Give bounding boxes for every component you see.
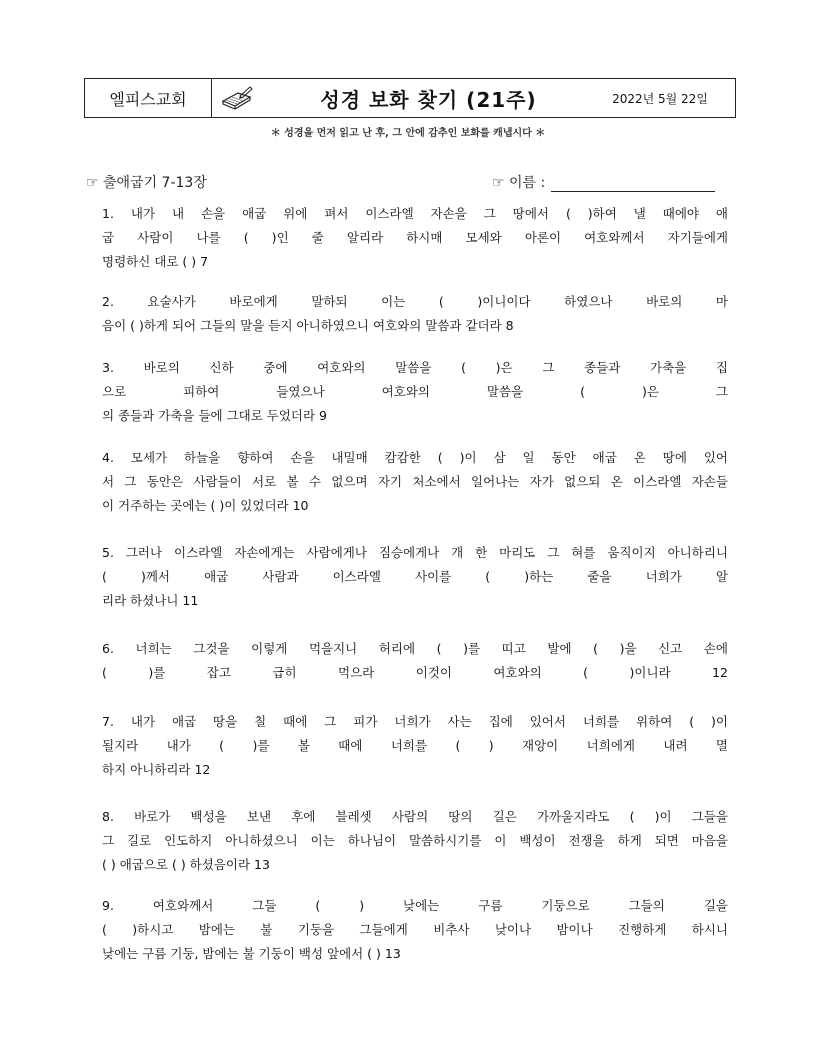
page-title: 성경 보화 찾기 (21주): [320, 87, 537, 112]
church-name: 엘피스교회: [85, 79, 212, 117]
question-line: 될지라 내가 ( )를 볼 때에 너희를 ( ) 재앙이 너희에게 내려 멸: [102, 738, 728, 753]
worksheet-date: 2022년 5월 22일: [612, 91, 708, 106]
question-1: [102, 202, 728, 274]
question-line: 6. 너희는 그것을 이렇게 먹을지니 허리에 ( )를 띠고 발에 ( )을 신고 손에: [102, 641, 728, 656]
name-field[interactable]: [492, 172, 715, 192]
question-line: 리라 하셨나니 11: [102, 593, 199, 608]
question-line: 1. 내가 내 손을 애굽 위에 펴서 이스라엘 자손을 그 땅에서 ( )하여 낼 때에야 애: [102, 206, 728, 221]
question-line: 5. 그러나 이스라엘 자손에게는 사람에게나 짐승에게나 개 한 마리도 그 혀를 움직이지 아니하리니: [102, 545, 728, 560]
question-4: [102, 446, 728, 518]
question-line: ( )를 잡고 급히 먹으라 이것이 여호와의 ( )이니라 12: [102, 665, 728, 680]
question-line: 9. 여호와께서 그들 ( ) 낮에는 구름 기둥으로 그들의 길을: [102, 898, 728, 913]
question-line: 2. 요술사가 바로에게 말하되 이는 ( )이니이다 하였으나 바로의 마: [102, 294, 728, 309]
bible-pen-icon: [212, 79, 262, 117]
question-line: 그 길로 인도하지 아니하셨으니 이는 하나님이 말씀하시기를 이 백성이 전쟁을 하게 되면 마음을: [102, 833, 728, 848]
question-line: 낮에는 구름 기둥, 밤에는 불 기둥이 백성 앞에서 ( ) 13: [102, 946, 401, 961]
question-line: ( )께서 애굽 사람과 이스라엘 사이를 ( )하는 줄을 너희가 알: [102, 569, 728, 584]
question-line: 음이 ( )하게 되어 그들의 말을 듣지 아니하였으니 여호와의 말씀과 같더라 8: [102, 318, 514, 333]
question-8: [102, 805, 728, 877]
question-line: 8. 바로가 백성을 보낸 후에 블레셋 사람의 땅의 길은 가까울지라도 ( )이 그들을: [102, 809, 728, 824]
question-line: 이 거주하는 곳에는 ( )이 있었더라 10: [102, 498, 309, 513]
question-2: [102, 290, 728, 338]
question-line: 3. 바로의 신하 중에 여호와의 말씀을 ( )은 그 종들과 가축을 집: [102, 360, 728, 375]
question-line: 으로 피하여 들였으나 여호와의 말씀을 ( )은 그: [102, 384, 728, 399]
name-label: ☞ 이름 :: [492, 175, 546, 191]
question-line: ( ) 애굽으로 ( ) 하셨음이라 13: [102, 857, 270, 872]
question-9: [102, 894, 728, 966]
name-input-line[interactable]: [551, 175, 715, 192]
question-line: 서 그 동안은 사람들이 서로 볼 수 없으며 자기 처소에서 일어나는 자가 없으되 온 이스라엘 자손들: [102, 474, 728, 489]
question-line: 명령하신 대로 ( ) 7: [102, 254, 209, 269]
question-5: [102, 541, 728, 613]
question-line: 의 종들과 가축을 들에 그대로 두었더라 9: [102, 408, 327, 423]
worksheet-header: [84, 78, 736, 118]
instruction-notice: ＊ 성경을 먼저 읽고 난 후, 그 안에 감추인 보화를 캐냅시다 ＊: [270, 128, 546, 139]
question-6: [102, 637, 728, 685]
question-3: [102, 356, 728, 428]
question-line: 4. 모세가 하늘을 향하여 손을 내밀매 캄캄한 ( )이 삼 일 동안 애굽 온 땅에 있어: [102, 450, 728, 465]
question-line: 7. 내가 애굽 땅을 칠 때에 그 피가 너희가 사는 집에 있어서 너희를 위하여 ( )이: [102, 714, 728, 729]
question-7: [102, 710, 728, 782]
question-line: 굽 사람이 나를 ( )인 줄 알리라 하시매 모세와 아론이 여호와께서 자기들에게: [102, 230, 728, 245]
question-line: 하지 아니하리라 12: [102, 762, 211, 777]
question-line: ( )하시고 밤에는 불 기둥을 그들에게 비추사 낮이나 밤이나 진행하게 하시니: [102, 922, 728, 937]
scripture-range: ☞ 출애굽기 7-13장: [86, 175, 207, 191]
